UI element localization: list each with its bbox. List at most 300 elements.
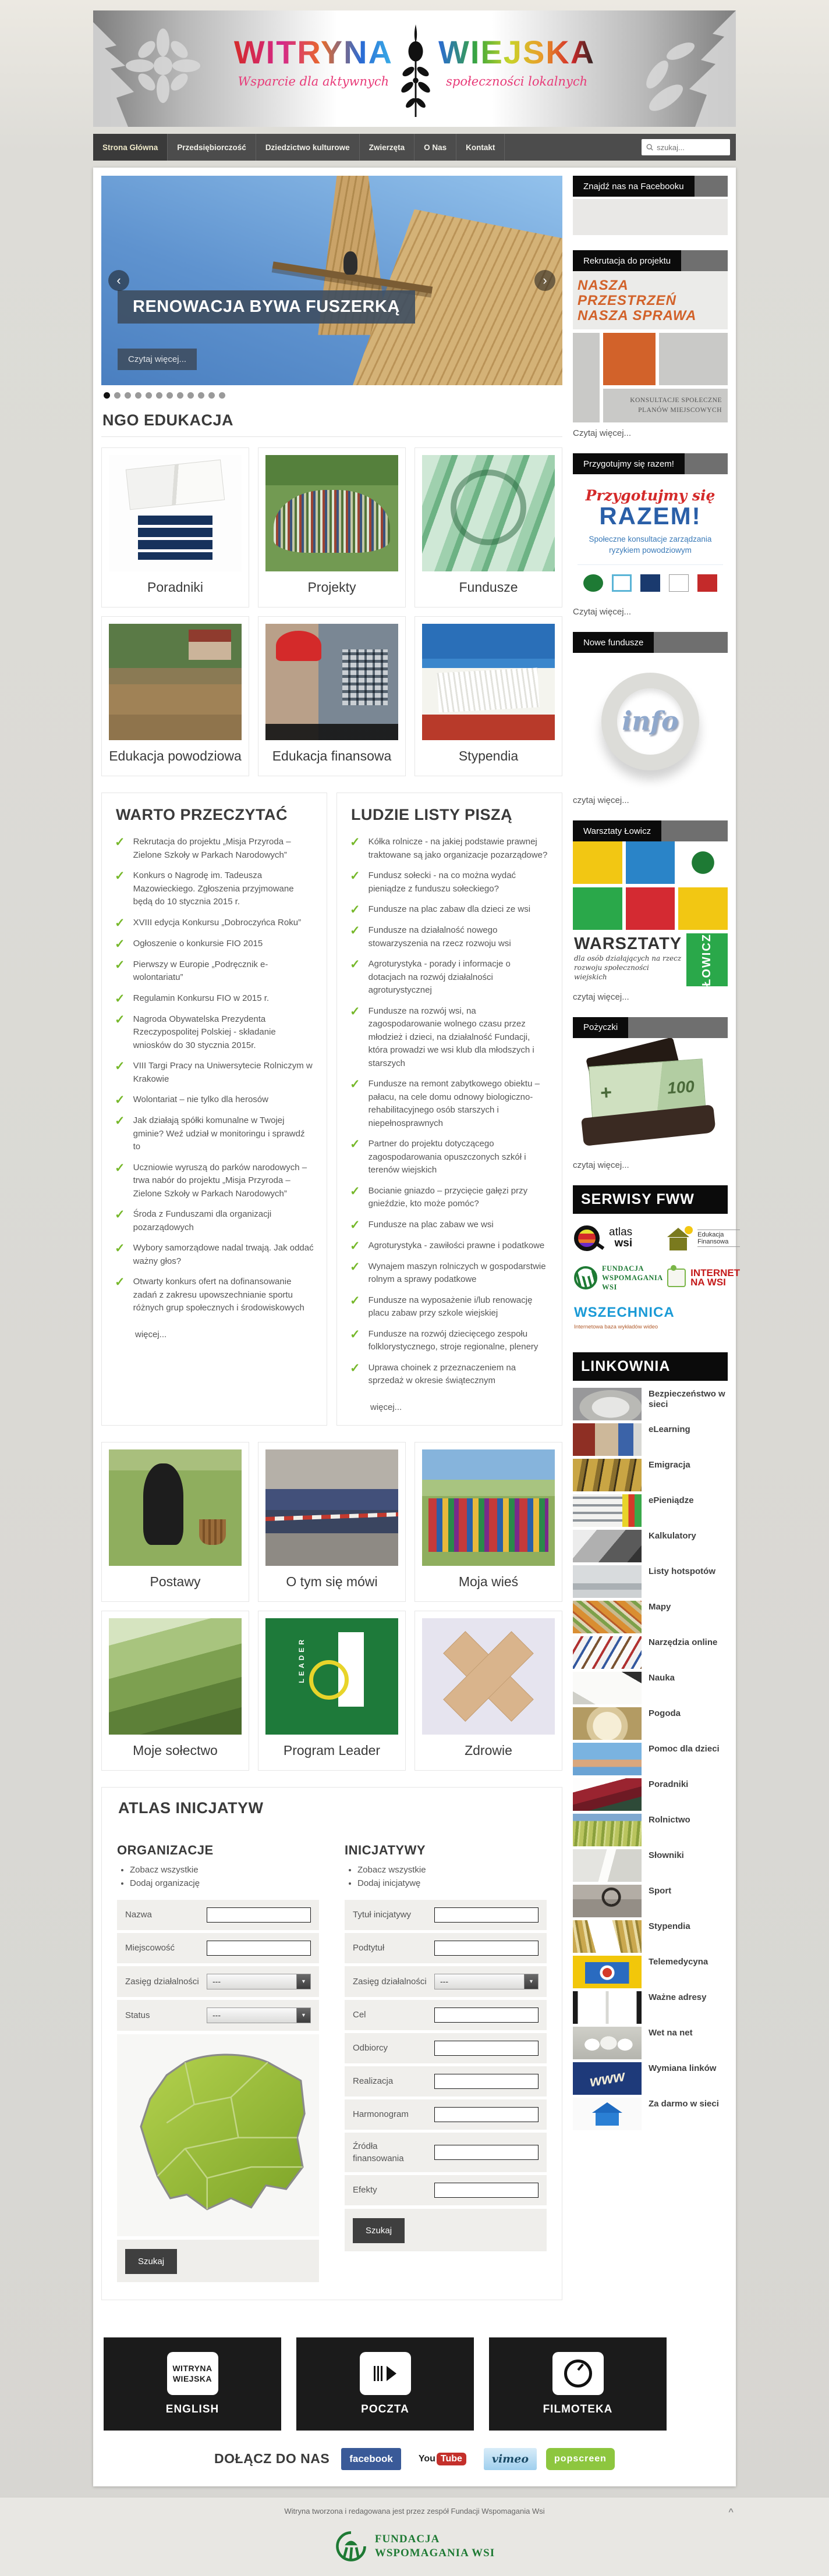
- check-icon: ✓: [115, 869, 125, 883]
- rekrutacja-image-caption: KONSULTACJE SPOŁECZNE PLANÓW MIEJSCOWYCH: [603, 389, 728, 423]
- logo-word-2: WIEJSKA: [438, 33, 596, 70]
- linkownia-label: Pogoda: [649, 1708, 681, 1719]
- form-label: Tytuł inicjatywy: [353, 1910, 412, 1920]
- edukacja-finansowa-logo-icon: [667, 1226, 693, 1250]
- form-text-input[interactable]: [434, 2007, 539, 2023]
- linkownia-thumb: [573, 2062, 642, 2095]
- category-tile-label: Postawy: [150, 1573, 201, 1589]
- atlas-link[interactable]: [130, 1865, 319, 1875]
- list-item[interactable]: [115, 1275, 314, 1315]
- slider-dot[interactable]: [125, 392, 131, 399]
- bottom-tile-icon: [360, 2352, 411, 2395]
- check-icon: ✓: [115, 1242, 125, 1256]
- linkownia-item[interactable]: [573, 1885, 728, 1917]
- facebook-embed[interactable]: [573, 199, 728, 235]
- list-item[interactable]: [350, 1260, 549, 1287]
- linkownia-label: eLearning: [649, 1424, 690, 1435]
- category-tile-label: Moje sołectwo: [133, 1742, 218, 1758]
- search-input[interactable]: [657, 143, 725, 152]
- slider-dot[interactable]: [156, 392, 162, 399]
- list-item[interactable]: [350, 1239, 549, 1253]
- list-item[interactable]: [350, 1005, 549, 1071]
- nav-item-label: Strona Główna: [102, 143, 158, 152]
- logo-text: WSPOMAGANIA WSI: [602, 1273, 663, 1291]
- linkownia-label: Kalkulatory: [649, 1531, 696, 1541]
- linkownia-item[interactable]: [573, 1601, 728, 1633]
- social-button-label: facebook: [349, 2453, 393, 2464]
- read-more-link[interactable]: czytaj więcej...: [573, 992, 629, 1002]
- poland-map[interactable]: [129, 2049, 315, 2224]
- nav-item[interactable]: [360, 134, 415, 161]
- widget-title-filler: [654, 632, 728, 653]
- linkownia-item[interactable]: [573, 1565, 728, 1598]
- serwisy-widget: [573, 1185, 741, 1338]
- linkownia-label: Wet na net: [649, 2028, 693, 2038]
- content-card: [93, 168, 741, 2486]
- rekrutacja-widget: [573, 250, 728, 438]
- warsztaty-image[interactable]: [573, 841, 728, 986]
- form-text-input[interactable]: [207, 1941, 311, 1956]
- folk-cutout-left-icon: [93, 10, 215, 127]
- check-icon: ✓: [350, 869, 360, 883]
- atlas-inicjatywy: [345, 1835, 547, 2282]
- check-icon: ✓: [115, 958, 125, 972]
- warsztaty-widget: [573, 820, 728, 1002]
- list-item-text: Regulamin Konkursu FIO w 2015 r.: [133, 993, 270, 1003]
- sidebar: [573, 176, 741, 2318]
- bottom-tile[interactable]: [296, 2337, 474, 2431]
- social-button-label: Tube: [437, 2453, 466, 2465]
- ngo-tile-label: Projekty: [307, 580, 356, 595]
- form-row: [345, 2175, 547, 2205]
- read-more-link[interactable]: czytaj więcej...: [573, 795, 629, 805]
- list-item[interactable]: [115, 1161, 314, 1201]
- atlas-link-label: Dodaj inicjatywę: [357, 1878, 421, 1888]
- list-item-text: Fundusz sołecki - na co można wydać pieniądze z funduszu sołeckiego?: [368, 870, 516, 894]
- form-row: [345, 1933, 547, 1963]
- nav-item[interactable]: [414, 134, 456, 161]
- form-text-input[interactable]: [207, 1907, 311, 1923]
- category-tile[interactable]: [101, 1611, 249, 1771]
- linkownia-item[interactable]: [573, 1388, 728, 1420]
- linkownia-label: Ważne adresy: [649, 1992, 707, 2003]
- list-item-text: Rekrutacja do projektu „Misja Przyroda – Zielone Szkoły w Parkach Narodowych”: [133, 837, 291, 860]
- form-label: Realizacja: [353, 2076, 394, 2087]
- form-row: [117, 1900, 319, 1930]
- form-select[interactable]: [207, 1974, 311, 1989]
- social-button-label: You: [418, 2453, 435, 2464]
- list-item-text: Wolontariat – nie tylko dla herosów: [133, 1095, 268, 1105]
- bottom-tile-label: ENGLISH: [165, 2403, 219, 2415]
- form-select-value: ---: [440, 1977, 448, 1987]
- folk-flower-icon: [399, 21, 433, 117]
- slider-dot[interactable]: [187, 392, 194, 399]
- nav-item[interactable]: [256, 134, 360, 161]
- linkownia-thumb: [573, 1636, 642, 1669]
- category-tile[interactable]: [414, 1611, 562, 1771]
- list-item[interactable]: [350, 1294, 549, 1320]
- ngo-tile[interactable]: [414, 447, 562, 607]
- logo-text: atlas: [609, 1226, 633, 1239]
- site-logo[interactable]: [234, 21, 595, 117]
- przygotujmy-image[interactable]: [573, 474, 728, 601]
- serwis-edukacja-finansowa[interactable]: [667, 1225, 740, 1251]
- linkownia-item[interactable]: [573, 2062, 728, 2095]
- linkownia-item[interactable]: [573, 1530, 728, 1562]
- ngo-tile-label: Edukacja powodziowa: [109, 748, 242, 763]
- atlas-link[interactable]: [357, 1865, 547, 1875]
- category-tile[interactable]: [258, 1442, 406, 1602]
- przygotujmy-image-line: Społeczne konsultacje zarządzania ryzykiem powodziowym: [589, 535, 712, 555]
- ngo-tile-label: Stypendia: [458, 748, 519, 763]
- slider-dot[interactable]: [208, 392, 215, 399]
- linkownia-label: Pomoc dla dzieci: [649, 1744, 720, 1754]
- linkownia-label: Stypendia: [649, 1921, 690, 1932]
- tagline-left: Wsparcie dla aktywnych: [238, 74, 389, 88]
- list-item-text: Partner do projektu dotyczącego zagospodarowania opuszczonych szkół i terenów wiejskich: [368, 1139, 526, 1175]
- atlas-link[interactable]: [357, 1878, 547, 1888]
- slide-read-more-button[interactable]: Czytaj więcej...: [118, 349, 197, 370]
- rekrutacja-image-line: NASZA SPRAWA: [578, 307, 697, 324]
- list-item[interactable]: [115, 1093, 314, 1107]
- info-ring-icon: [601, 673, 699, 770]
- form-row: [345, 2099, 547, 2130]
- ngo-tile[interactable]: [101, 616, 249, 776]
- list-item[interactable]: [115, 1114, 314, 1154]
- slider-dot[interactable]: [135, 392, 141, 399]
- list-item[interactable]: [350, 924, 549, 950]
- linkownia-thumb: [573, 1778, 642, 1811]
- linkownia-label: Sport: [649, 1886, 672, 1896]
- serwis-internet-na-wsi[interactable]: [667, 1264, 740, 1292]
- check-icon: ✓: [115, 1161, 125, 1175]
- list-item-text: Otwarty konkurs ofert na dofinansowanie zadań z zakresu upowszechnianie sportu różnych grup społecznych i środowiskowych: [133, 1277, 304, 1313]
- linkownia-item[interactable]: [573, 2027, 728, 2059]
- organizacje-heading: ORGANIZACJE: [117, 1842, 214, 1857]
- linkownia-item[interactable]: [573, 1814, 728, 1846]
- banknote-amount: 100: [667, 1076, 695, 1097]
- tagline-right: społeczności lokalnych: [446, 74, 588, 88]
- form-label: Harmonogram: [353, 2109, 409, 2120]
- serwis-atlas-wsi[interactable]: [574, 1225, 663, 1251]
- list-item-text: Wynajem maszyn rolniczych w gospodarstwie rolnym a sprawy podatkowe: [368, 1261, 546, 1285]
- form-label: Cel: [353, 2010, 366, 2020]
- check-icon: ✓: [350, 1004, 360, 1018]
- list-item[interactable]: [115, 958, 314, 985]
- list-item-text: Uprawa choinek z przeznaczeniem na sprzedaż w okresie świątecznym: [368, 1362, 516, 1386]
- form-label: Efekty: [353, 2185, 377, 2195]
- logo-text: Edukacja Finansowa: [697, 1230, 740, 1247]
- linkownia-item[interactable]: [573, 2098, 728, 2130]
- check-icon: ✓: [115, 1060, 125, 1074]
- ngo-tile[interactable]: [258, 447, 406, 607]
- ngo-tile-image: [265, 455, 398, 571]
- list-item[interactable]: [350, 1138, 549, 1177]
- ngo-tile-image: [422, 624, 555, 740]
- logo-word-1: WITRYNA: [233, 33, 394, 70]
- slider-dots: [101, 385, 562, 402]
- list-item[interactable]: [350, 1362, 549, 1388]
- linkownia-label: Telemedycyna: [649, 1957, 708, 1967]
- slider-dot[interactable]: [146, 392, 152, 399]
- widget-title-filler: [681, 250, 728, 271]
- category-tile-image: [265, 1618, 398, 1735]
- list-item[interactable]: [350, 1185, 549, 1211]
- linkownia-thumb: [573, 1849, 642, 1882]
- social-button[interactable]: [410, 2448, 474, 2470]
- atlas-link-label: Zobacz wszystkie: [357, 1864, 426, 1875]
- read-more-link[interactable]: Czytaj więcej...: [573, 428, 632, 439]
- form-label: Zasięg działalności: [125, 1976, 199, 1987]
- list-item[interactable]: [350, 1328, 549, 1354]
- list-item[interactable]: [115, 1060, 314, 1086]
- category-tile-label: Zdrowie: [465, 1742, 512, 1758]
- nav-item[interactable]: [93, 134, 168, 161]
- form-row: [345, 1900, 547, 1930]
- slider-prev-button[interactable]: ‹: [108, 270, 129, 291]
- form-text-input[interactable]: [434, 2145, 539, 2160]
- inicjatywy-szukaj-button[interactable]: Szukaj: [353, 2218, 405, 2243]
- nav-item-label: Zwierzęta: [369, 143, 405, 152]
- linkownia-item[interactable]: [573, 1494, 728, 1527]
- image-block: [659, 333, 728, 385]
- partner-logo-fww: [583, 574, 603, 592]
- form-select[interactable]: [434, 1974, 539, 1989]
- widget-title: Rekrutacja do projektu: [573, 250, 681, 271]
- list-item[interactable]: [350, 958, 549, 997]
- rekrutacja-image[interactable]: [573, 271, 728, 422]
- list-item-text: Fundusze na remont zabytkowego obiektu – pałacu, na cele domu odnowy biologiczno-rehabilitacyjnego osób starszych i niepełnosprawnych: [368, 1079, 540, 1128]
- list-item-text: Ogłoszenie o konkursie FIO 2015: [133, 938, 263, 948]
- ludzie-box: [336, 793, 562, 1426]
- category-tile[interactable]: [258, 1611, 406, 1771]
- ngo-tile-label: Fundusze: [459, 580, 518, 595]
- serwisy-title: SERWISY FWW: [573, 1185, 728, 1214]
- atlas-organizacje: [117, 1835, 319, 2282]
- linkownia-thumb: [573, 1459, 642, 1491]
- social-button[interactable]: [546, 2448, 615, 2470]
- check-icon: ✓: [350, 903, 360, 916]
- widget-title-filler: [628, 1017, 728, 1038]
- linkownia-item[interactable]: [573, 1707, 728, 1740]
- serwis-wszechnica[interactable]: [574, 1305, 740, 1331]
- linkownia-thumb: [573, 1885, 642, 1917]
- fww-footer-logo[interactable]: [93, 2529, 736, 2563]
- list-item[interactable]: [115, 916, 314, 930]
- list-item-text: Fundusze na działalność nowego stowarzyszenia na rzecz rozwoju wsi: [368, 925, 511, 948]
- linkownia-item[interactable]: [573, 1743, 728, 1775]
- list-item[interactable]: [350, 1078, 549, 1130]
- list-item-text: Agroturystyka - zawiłości prawne i podatkowe: [368, 1240, 545, 1250]
- linkownia-label: Rolnictwo: [649, 1815, 690, 1825]
- category-tile[interactable]: [101, 1442, 249, 1602]
- facebook-widget: [573, 176, 728, 235]
- nowe-fundusze-image[interactable]: [573, 653, 728, 790]
- select-arrow-icon: ▼: [296, 2008, 310, 2023]
- linkownia-item[interactable]: [573, 1956, 728, 1988]
- linkownia-item[interactable]: [573, 1778, 728, 1811]
- join-row: [101, 2448, 728, 2470]
- back-to-top-button[interactable]: ^: [728, 2506, 734, 2517]
- lowicz-block: [686, 933, 728, 986]
- form-text-input[interactable]: [434, 2041, 539, 2056]
- list-item[interactable]: [115, 937, 314, 951]
- image-block: [573, 333, 600, 423]
- linkownia-item[interactable]: [573, 1636, 728, 1669]
- check-icon: ✓: [350, 1138, 360, 1152]
- ngo-tile-image: [109, 455, 242, 571]
- ngo-tile[interactable]: [258, 616, 406, 776]
- atlas-link[interactable]: [130, 1878, 319, 1888]
- category-tile-image: [422, 1449, 555, 1566]
- ludzie-more-link[interactable]: więcej...: [370, 1402, 402, 1412]
- linkownia-label: ePieniądze: [649, 1495, 694, 1506]
- form-row: [345, 2133, 547, 2172]
- slider-next-button[interactable]: ›: [534, 270, 555, 291]
- organizacje-szukaj-button[interactable]: Szukaj: [125, 2249, 177, 2274]
- list-item[interactable]: [115, 836, 314, 862]
- przygotujmy-image-line: Przygotujmy się: [585, 487, 715, 504]
- atlas-link-label: Dodaj organizację: [130, 1878, 200, 1888]
- bottom-tile-label: POCZTA: [361, 2403, 409, 2415]
- slider-dot[interactable]: [114, 392, 121, 399]
- badge-line: WITRYNA: [172, 2363, 212, 2373]
- nav-item[interactable]: [168, 134, 256, 161]
- ngo-tile[interactable]: [414, 616, 562, 776]
- lowicz-label: ŁOWICZ: [700, 933, 714, 986]
- form-label: Źródła finansowania: [353, 2141, 404, 2163]
- form-label: Podtytuł: [353, 1943, 385, 1953]
- widget-title-filler: [685, 453, 728, 474]
- list-item[interactable]: [350, 903, 549, 916]
- folk-cutout-right-icon: [625, 10, 736, 127]
- pozyczki-image[interactable]: [573, 1038, 728, 1154]
- search-icon: [646, 143, 653, 151]
- partner-logo-eea-grants: [640, 574, 660, 592]
- logo-text: INTERNET: [690, 1267, 741, 1278]
- widget-title: Pożyczki: [573, 1017, 628, 1038]
- list-item[interactable]: [350, 836, 549, 862]
- check-icon: ✓: [350, 1361, 360, 1375]
- form-label: Status: [125, 2010, 150, 2020]
- social-button-label: popscreen: [554, 2453, 607, 2464]
- linkownia-item[interactable]: [573, 1849, 728, 1882]
- list-item[interactable]: [115, 992, 314, 1005]
- list-item-text: VIII Targi Pracy na Uniwersytecie Rolniczym w Krakowie: [133, 1061, 313, 1084]
- list-item[interactable]: [115, 869, 314, 909]
- list-item-text: Bocianie gniazdo – przycięcie gałęzi przy gnieździe, kto może pomóc?: [368, 1185, 528, 1209]
- slider-dot[interactable]: [177, 392, 183, 399]
- linkownia-item[interactable]: [573, 1672, 728, 1704]
- check-icon: ✓: [115, 1275, 125, 1289]
- widget-title: Nowe fundusze: [573, 632, 654, 653]
- form-row: [117, 1933, 319, 1963]
- read-more-link[interactable]: czytaj więcej...: [573, 1160, 629, 1170]
- bottom-tile[interactable]: [489, 2337, 667, 2431]
- form-label: Zasięg działalności: [353, 1976, 427, 1987]
- section-title-ludzie: LUDZIE LISTY PISZĄ: [351, 806, 513, 823]
- form-select[interactable]: [207, 2007, 311, 2023]
- partner-logo-batory: [669, 574, 689, 592]
- read-more-link[interactable]: Czytaj więcej...: [573, 607, 632, 617]
- rekrutacja-image-line: NASZA PRZESTRZEŃ: [578, 278, 677, 308]
- list-item-text: Jak działają spółki komunalne w Twojej gminie? Weź udział w monitoringu i sprawdź to: [133, 1115, 305, 1152]
- form-text-input[interactable]: [434, 2074, 539, 2089]
- slider-dot[interactable]: [166, 392, 173, 399]
- form-text-input[interactable]: [434, 1907, 539, 1923]
- image-block: [573, 887, 622, 930]
- linkownia-label: Wymiana linków: [649, 2063, 717, 2074]
- social-button-label: vimeo: [491, 2452, 529, 2465]
- list-item-text: Agroturystyka - porady i informacje o dotacjach na rozwój działalności agroturystycznej: [368, 959, 511, 996]
- slider-dot[interactable]: [198, 392, 204, 399]
- form-text-input[interactable]: [434, 2183, 539, 2198]
- list-item[interactable]: [115, 1242, 314, 1268]
- linkownia-thumb: [573, 1920, 642, 1953]
- linkownia-item[interactable]: [573, 1991, 728, 2024]
- slider-dot[interactable]: [104, 392, 110, 399]
- pozyczki-widget: [573, 1017, 728, 1170]
- ngo-tile-image: [265, 624, 398, 740]
- ngo-tile-label: Edukacja finansowa: [272, 748, 392, 763]
- inicjatywy-heading: INICJATYWY: [345, 1842, 426, 1857]
- przygotujmy-widget: [573, 453, 728, 617]
- list-item[interactable]: [115, 1013, 314, 1053]
- social-button[interactable]: [484, 2448, 537, 2470]
- check-icon: ✓: [115, 937, 125, 951]
- ngo-tile[interactable]: [101, 447, 249, 607]
- logo-text: Internetowa baza wykładów wideo: [574, 1324, 658, 1331]
- list-item[interactable]: [115, 1208, 314, 1234]
- warto-box: [101, 793, 327, 1426]
- linkownia-item[interactable]: [573, 1920, 728, 1953]
- linkownia-item[interactable]: [573, 1423, 728, 1456]
- linkownia-thumb: [573, 1707, 642, 1740]
- linkownia-title: LINKOWNIA: [573, 1352, 728, 1381]
- linkownia-label: Narzędzia online: [649, 1637, 718, 1648]
- partner-logos: [578, 564, 723, 598]
- nowe-fundusze-widget: [573, 632, 728, 805]
- linkownia-thumb: [573, 1494, 642, 1527]
- linkownia-item[interactable]: [573, 1459, 728, 1491]
- widget-title-filler: [661, 820, 728, 841]
- nav-item[interactable]: [456, 134, 505, 161]
- list-item[interactable]: [350, 869, 549, 896]
- slider-dot[interactable]: [219, 392, 225, 399]
- linkownia-widget: [573, 1352, 728, 2130]
- list-item-text: Pierwszy w Europie „Podręcznik e-wolontariatu”: [133, 959, 268, 983]
- warto-more-link[interactable]: więcej...: [135, 1329, 167, 1339]
- section-title-ngo: NGO EDUKACJA: [101, 402, 562, 437]
- list-item[interactable]: [350, 1218, 549, 1232]
- serwis-fww[interactable]: [574, 1264, 663, 1292]
- linkownia-label: Poradniki: [649, 1779, 689, 1790]
- check-icon: ✓: [115, 1208, 125, 1222]
- check-icon: ✓: [350, 1327, 360, 1341]
- form-text-input[interactable]: [434, 1941, 539, 1956]
- form-select-value: ---: [212, 2010, 221, 2020]
- page: [93, 10, 741, 2486]
- form-text-input[interactable]: [434, 2107, 539, 2122]
- category-tile[interactable]: [414, 1442, 562, 1602]
- linkownia-thumb: [573, 1991, 642, 2024]
- check-icon: ✓: [115, 1093, 125, 1107]
- bottom-tile[interactable]: [104, 2337, 281, 2431]
- check-icon: ✓: [350, 1078, 360, 1092]
- social-button[interactable]: [341, 2448, 401, 2470]
- list-item-text: Fundusze na rozwój dziecięcego zespołu folklorystycznego, stroje regionalne, plenery: [368, 1328, 539, 1352]
- list-item-text: Środa z Funduszami dla organizacji pozarządowych: [133, 1209, 272, 1232]
